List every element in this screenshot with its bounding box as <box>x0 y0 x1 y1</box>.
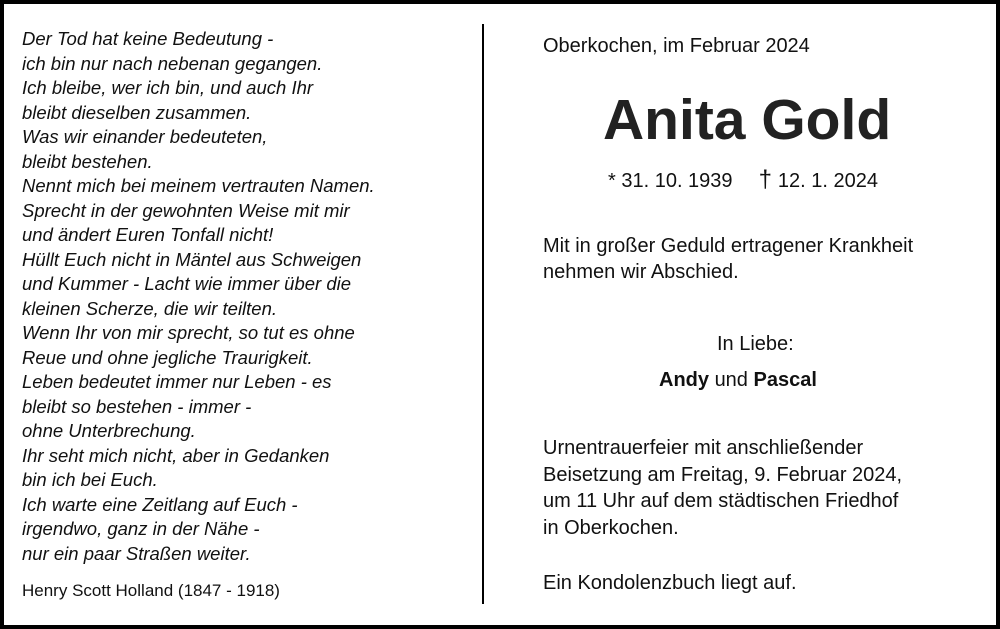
life-dates <box>608 166 878 195</box>
poem-line: ich bin nur nach nebenan gegangen. <box>22 52 323 74</box>
in-love-label: In Liebe: <box>717 333 794 355</box>
poem-line: nur ein paar Straßen weiter. <box>22 542 251 564</box>
cross-icon: † <box>758 166 772 193</box>
farewell-message <box>543 233 913 285</box>
service-line: um 11 Uhr auf dem städtischen Friedhof <box>543 490 899 512</box>
poem-line: bleibt so bestehen - immer - <box>22 395 252 417</box>
mourner-conjunction: und <box>714 369 748 391</box>
poem-line: Der Tod hat keine Bedeutung - <box>22 28 274 49</box>
place-date: Oberkochen, im Februar 2024 <box>543 35 810 57</box>
condolence-note: Ein Kondolenzbuch liegt auf. <box>543 572 797 594</box>
death-date: 12. 1. 2024 <box>777 170 879 192</box>
deceased-name: Anita Gold <box>603 88 892 152</box>
poem <box>22 27 462 566</box>
poem-line: und Kummer - Lacht wie immer über die <box>22 273 352 294</box>
column-divider <box>482 24 484 604</box>
message-line: nehmen wir Abschied. <box>543 261 739 283</box>
poem-line: und ändert Euren Tonfall nicht! <box>22 224 274 245</box>
birth-date: * 31. 10. 1939 <box>608 170 733 192</box>
mourner-name: Andy <box>659 369 709 391</box>
service-line: in Oberkochen. <box>543 516 679 539</box>
poem-line: kleinen Scherze, die wir teilten. <box>22 297 278 319</box>
poem-line: irgendwo, ganz in der Nähe - <box>22 518 260 539</box>
mourner-name: Pascal <box>753 369 817 391</box>
poem-line: Was wir einander bedeuteten, <box>22 126 268 147</box>
poem-line: Ihr seht mich nicht, aber in Gedanken <box>22 444 330 466</box>
poem-line: Nennt mich bei meinem vertrauten Namen. <box>22 175 375 196</box>
poem-line: Reue und ohne jegliche Traurigkeit. <box>22 346 313 368</box>
service-line: Urnentrauerfeier mit anschließender <box>543 437 864 459</box>
poem-line: Hüllt Euch nicht in Mäntel aus Schweigen <box>22 248 362 270</box>
poem-line: Ich warte eine Zeitlang auf Euch - <box>22 493 298 515</box>
poem-line: Leben bedeutet immer nur Leben - es <box>22 371 332 392</box>
poem-line: bin ich bei Euch. <box>22 469 158 490</box>
mourners <box>659 366 817 394</box>
poem-line: bleibt bestehen. <box>22 150 153 172</box>
poem-line: Sprecht in der gewohnten Weise mit mir <box>22 199 350 221</box>
poem-line: bleibt dieselben zusammen. <box>22 101 252 123</box>
poem-author: Henry Scott Holland (1847 - 1918) <box>22 581 280 600</box>
poem-line: ohne Unterbrechung. <box>22 420 196 441</box>
poem-line: Ich bleibe, wer ich bin, und auch Ihr <box>22 77 314 98</box>
message-line: Mit in großer Geduld ertragener Krankheit <box>543 235 914 257</box>
service-details <box>543 435 902 541</box>
service-line: Beisetzung am Freitag, 9. Februar 2024, <box>543 463 903 486</box>
poem-line: Wenn Ihr von mir sprecht, so tut es ohne <box>22 322 355 343</box>
